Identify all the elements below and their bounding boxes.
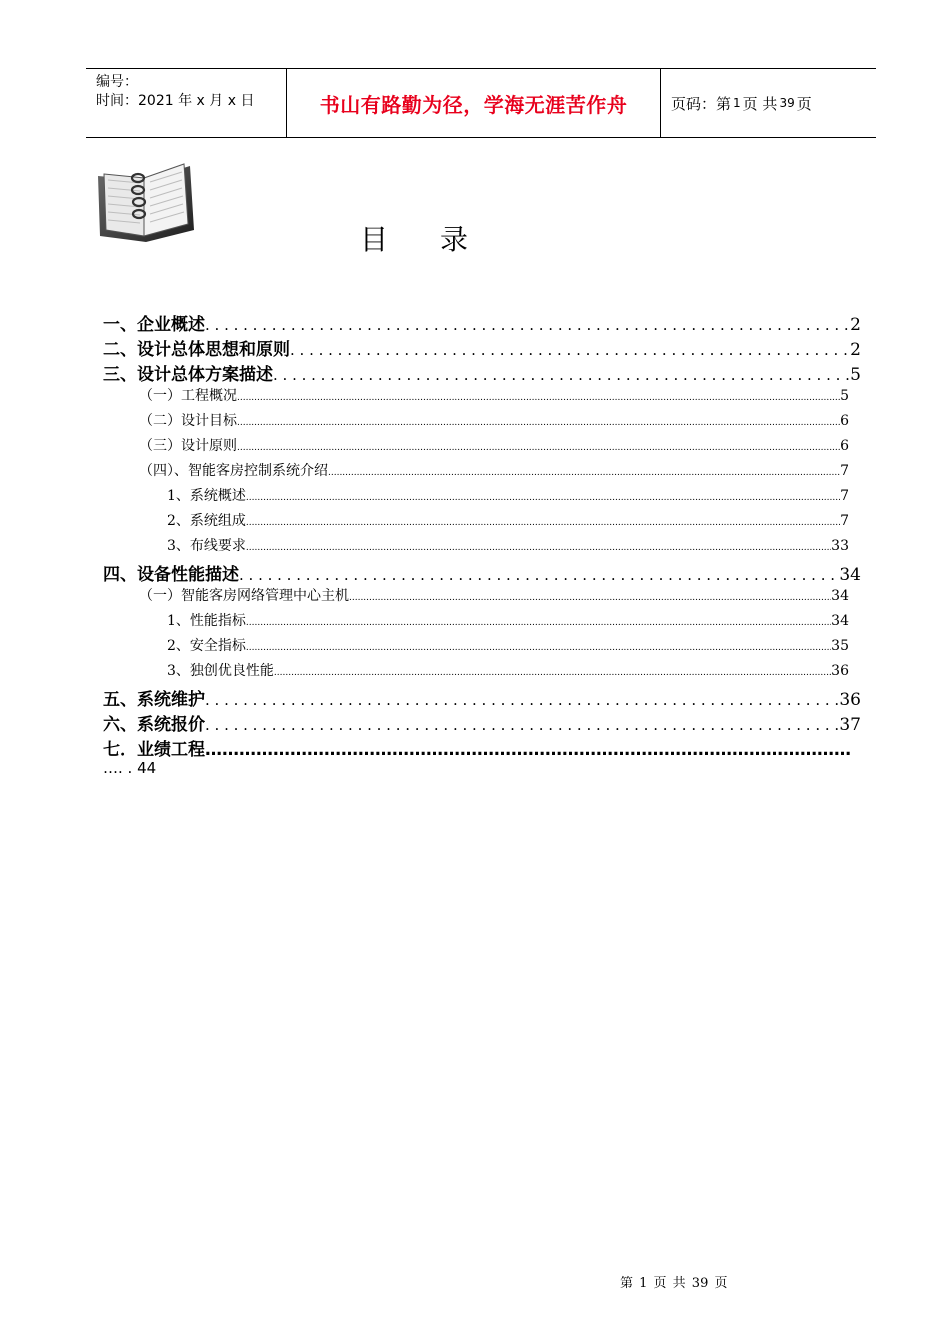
toc-entry[interactable]: 2、安全指标 ..... 35 (103, 635, 849, 660)
toc-entry[interactable]: （二）设计目标 ..... 6 (103, 410, 849, 435)
header-meta (86, 69, 287, 137)
page-suffix: 页 (796, 94, 812, 113)
table-of-contents (103, 310, 861, 781)
header-page-info (661, 69, 876, 137)
toc-entry[interactable]: 二、设计总体思想和原则 . . . 2 (103, 335, 861, 360)
toc-entry[interactable]: （三）设计原则 ..... 6 (103, 435, 849, 460)
toc-title-left: 目 (360, 223, 389, 256)
toc-entry[interactable]: 四、设备性能描述 . . . 34 (103, 560, 861, 585)
toc-entry[interactable]: 一、企业概述 . . . 2 (103, 310, 861, 335)
time-label: 时间：2021 年 x 月 x 日 (96, 93, 255, 109)
toc-entry[interactable]: （一）智能客房网络管理中心主机 ..... 34 (103, 585, 849, 610)
toc-entry[interactable]: 3、独创优良性能 ..... 36 (103, 660, 849, 685)
toc-entry[interactable]: 2、系统组成 ..... 7 (103, 510, 849, 535)
toc-entry[interactable]: 七．业绩工程 …………………………………………………………………………………………………… (103, 735, 861, 759)
header-table (86, 68, 876, 138)
toc-entry[interactable]: 3、布线要求 ..... 33 (103, 535, 849, 560)
page-prefix: 页码：第 (671, 94, 732, 113)
toc-entry-continuation: …. . 44 (103, 759, 157, 777)
toc-entry[interactable]: （四）、智能客房控制系统介绍 ..... 7 (103, 460, 849, 485)
header-motto: 书山有路勤为径，学海无涯苦作舟 (287, 69, 661, 137)
toc-entry[interactable]: 五、系统维护 . . . 36 (103, 685, 861, 710)
toc-title (360, 218, 468, 258)
toc-entry[interactable]: 1、性能指标 ..... 34 (103, 610, 849, 635)
toc-entry[interactable]: （一）工程概况 ..... 5 (103, 385, 849, 410)
page-mid: 页 共 (742, 94, 778, 113)
toc-title-right: 录 (440, 223, 469, 256)
toc-entry[interactable]: 三、设计总体方案描述 . . . 5 (103, 360, 861, 385)
page-footer: 第 1 页 共 39 页 (620, 1276, 728, 1291)
number-label: 编号： (96, 74, 138, 90)
toc-entry[interactable]: 1、系统概述 ..... 7 (103, 485, 849, 510)
notebook-icon (94, 158, 198, 244)
page-current: 1 (733, 96, 741, 110)
toc-entry[interactable]: 六、系统报价 . . . 37 (103, 710, 861, 735)
page-total: 39 (779, 96, 795, 110)
